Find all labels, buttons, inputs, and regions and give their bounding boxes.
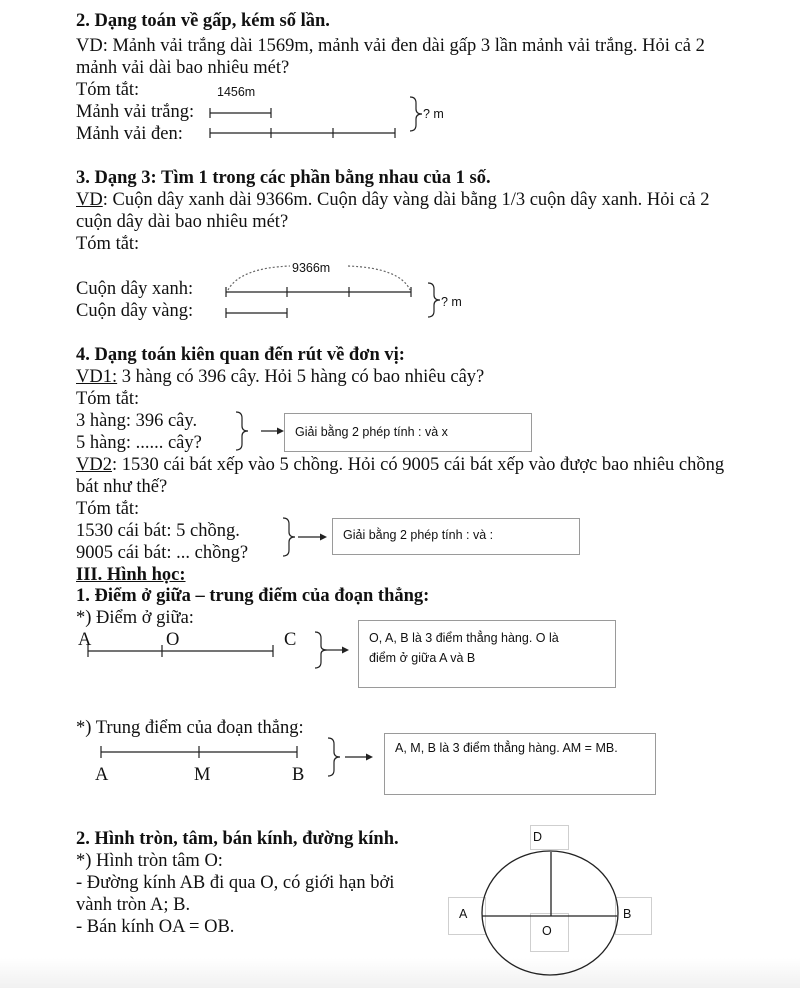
section-3-row2-label: Cuộn dây vàng: [76,301,194,321]
midpoint-point-B: B [292,765,305,785]
section-2-row1-label: Mảnh vải trắng: [76,102,195,122]
section-3-example-line2: cuộn dây dài bao nhiêu mét? [76,212,289,232]
section-3-example-line1: VD: Cuộn dây xanh dài 9366m. Cuộn dây vàng dài bằng 1/3 cuộn dây xanh. Hỏi cả 2 [76,190,710,210]
between-point-label: *) Điểm ở giữa: [76,608,194,628]
midpoint-box-text: A, M, B là 3 điểm thẳng hàng. AM = MB. [395,741,618,755]
section-4-ex1-row2: 5 hàng: ...... cây? [76,433,202,453]
between-point-A: A [78,630,92,650]
section-3-row1-label: Cuộn dây xanh: [76,279,194,299]
between-box-line1: O, A, B là 3 điểm thẳng hàng. O là [369,631,559,645]
circle-point-O: O [542,924,552,938]
circle-line1: - Đường kính AB đi qua O, có giới hạn bởi [76,873,395,893]
circle-line3: - Bán kính OA = OB. [76,917,235,937]
section-4-ex1-row1: 3 hàng: 396 cây. [76,411,198,431]
section-4-example1: VD1: 3 hàng có 396 cây. Hỏi 5 hàng có bao nhiêu cây? [76,367,485,387]
midpoint-point-A: A [95,765,109,785]
section-2-segment-value: 1456m [217,85,256,99]
section-2-row2-label: Mảnh vải đen: [76,124,183,144]
section-4-ex2-row1: 1530 cái bát: 5 chồng. [76,521,240,541]
between-box-line2: điểm ở giữa A và B [369,651,476,665]
section-4-example2-line1: VD2: 1530 cái bát xếp vào 5 chồng. Hỏi có 9005 cái bát xếp vào được bao nhiêu chồng [76,455,725,475]
section-2-heading: 2. Dạng toán về gấp, kém số lần. [76,11,330,31]
between-point-O: O [166,630,180,650]
circle-point-D: D [533,830,543,844]
section-3-heading: 3. Dạng 3: Tìm 1 trong các phần bằng nhau của 1 số. [76,168,491,188]
example1-prefix: VD1: [76,367,118,387]
section-3-total-label: ? m [441,295,462,309]
geometry-heading: III. Hình học: [76,565,186,585]
section-2-example-line1: VD: Mảnh vải trắng dài 1569m, mảnh vải đen dài gấp 3 lần mảnh vải trắng. Hỏi cả 2 [76,36,705,56]
section-2-example-line2: mảnh vải dài bao nhiêu mét? [76,58,290,78]
midpoint-point-M: M [194,765,211,785]
example2-prefix: VD2 [76,455,112,475]
section-3-arc-value: 9366m [292,261,331,275]
section-4-ex2-row2: 9005 cái bát: ... chồng? [76,543,249,563]
example-prefix: VD [76,190,103,210]
section-2-summary-label: Tóm tắt: [76,80,140,100]
section-4-heading: 4. Dạng toán kiên quan đến rút về đơn vị: [76,345,405,365]
ex2-solution-text: Giải bằng 2 phép tính : và : [343,528,494,542]
midpoint-label: *) Trung điểm của đoạn thẳng: [76,718,304,738]
circle-point-B: B [623,907,632,921]
section-4-ex2-summary-label: Tóm tắt: [76,499,140,519]
geometry-sub1-heading: 1. Điểm ở giữa – trung điểm của đoạn thẳng: [76,586,430,606]
section-2-total-label: ? m [423,107,444,121]
circle-label: *) Hình tròn tâm O: [76,851,223,871]
section-3-summary-label: Tóm tắt: [76,234,140,254]
circle-line2: vành tròn A; B. [76,895,191,915]
between-point-C: C [284,630,297,650]
section-4-example2-line2: bát như thế? [76,477,168,497]
ex1-solution-text: Giải bằng 2 phép tính : và x [295,425,448,439]
section-4-ex1-summary-label: Tóm tắt: [76,389,140,409]
circle-point-A: A [459,907,468,921]
geometry-sub2-heading: 2. Hình tròn, tâm, bán kính, đường kính. [76,829,399,849]
